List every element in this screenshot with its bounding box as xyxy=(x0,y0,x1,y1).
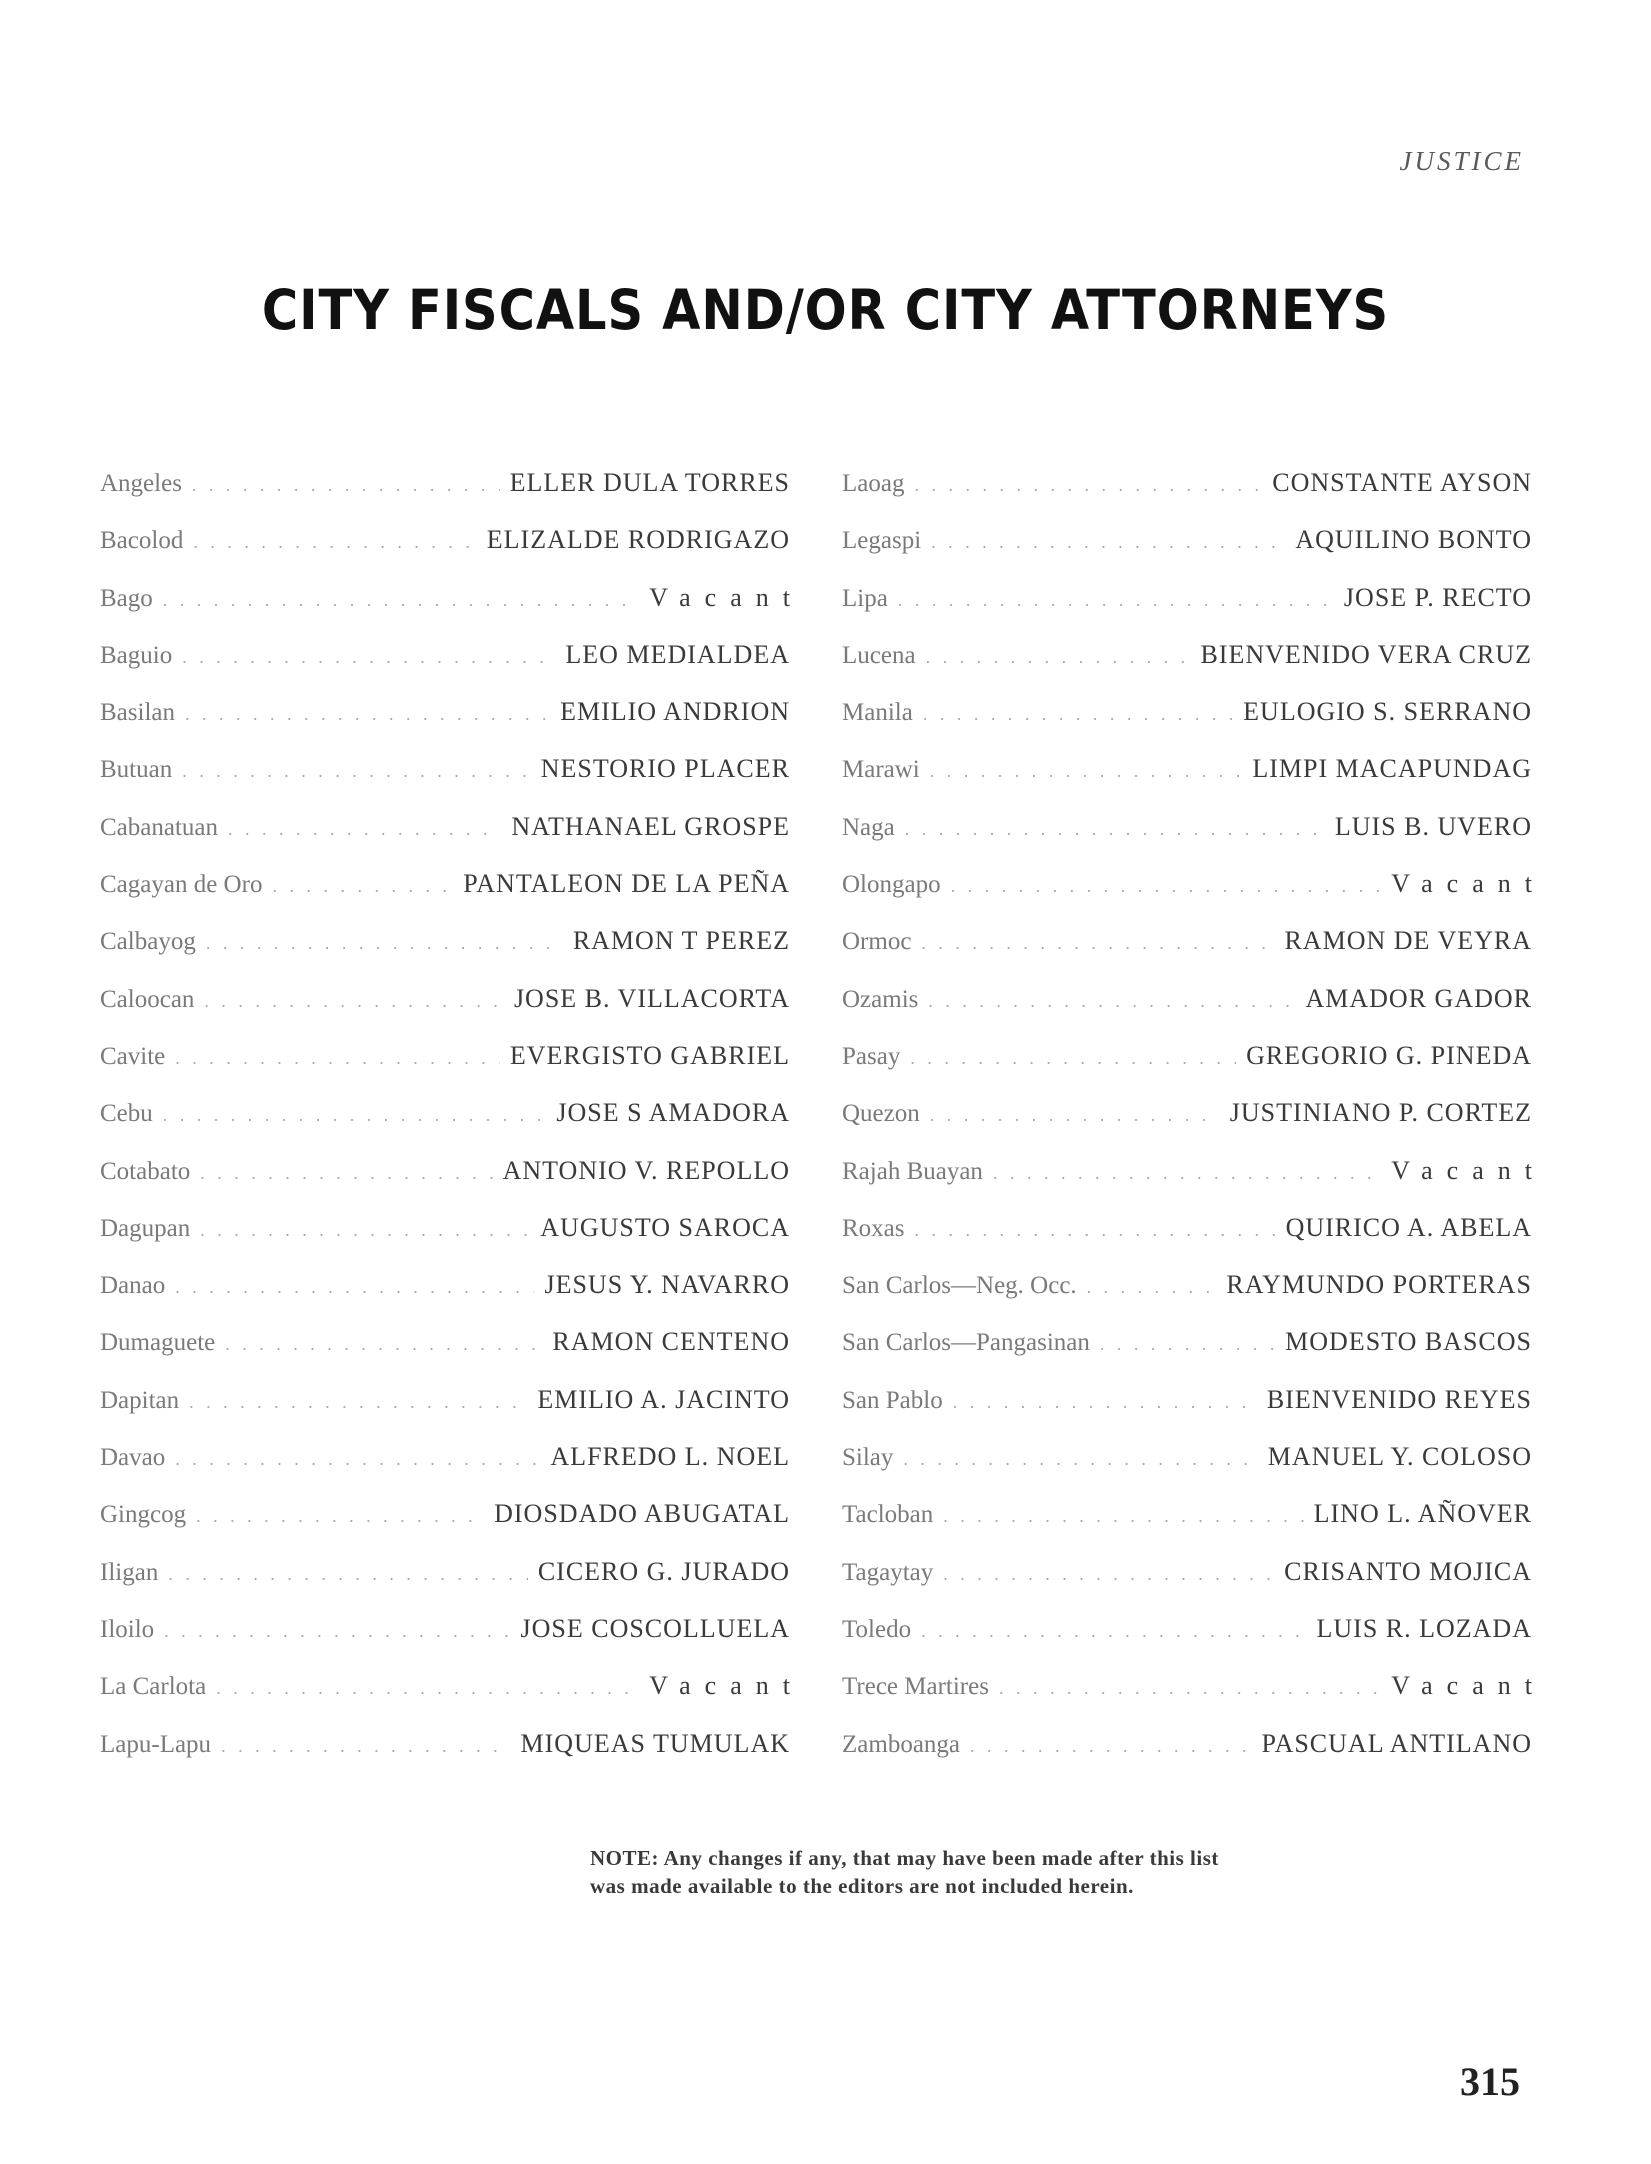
city-name: Tacloban xyxy=(842,1501,934,1529)
directory-row xyxy=(100,1325,790,1382)
directory-row xyxy=(842,1211,1532,1268)
official-name: CONSTANTE AYSON xyxy=(1272,468,1532,497)
city-name: Calbayog xyxy=(100,928,196,956)
directory-column-right xyxy=(842,466,1546,1784)
dot-leader xyxy=(928,984,1295,1018)
official-name: EMILIO ANDRION xyxy=(560,697,790,727)
city-name: Legaspi xyxy=(842,527,922,555)
directory-row xyxy=(100,1440,790,1497)
city-name: Zamboanga xyxy=(842,1730,961,1758)
city-name: Cebu xyxy=(100,1100,153,1128)
official-name: BIENVENIDO REYES xyxy=(1266,1384,1532,1414)
city-name: Dumaguete xyxy=(100,1329,216,1357)
dot-leader xyxy=(175,1270,534,1304)
directory-row xyxy=(100,924,790,981)
dot-leader xyxy=(163,583,639,617)
dot-leader xyxy=(999,1671,1381,1705)
city-name: Danao xyxy=(100,1272,166,1300)
city-name: Baguio xyxy=(100,641,173,669)
dot-leader xyxy=(921,1614,1306,1648)
city-name: Trece Martires xyxy=(842,1673,989,1701)
dot-leader xyxy=(970,1729,1251,1763)
city-name: Cabanatuan xyxy=(100,813,219,841)
dot-leader xyxy=(943,1499,1303,1533)
dot-leader xyxy=(926,640,1191,674)
official-name: QUIRICO A. ABELA xyxy=(1285,1212,1532,1242)
dot-leader xyxy=(943,1557,1274,1591)
city-name: Dapitan xyxy=(100,1386,180,1414)
city-name: Cagayan de Oro xyxy=(100,871,263,899)
official-name: MANUEL Y. COLOSO xyxy=(1267,1442,1532,1472)
dot-leader xyxy=(163,1098,547,1132)
dot-leader xyxy=(930,1098,1220,1132)
directory-row xyxy=(842,1096,1532,1153)
city-name: Toledo xyxy=(842,1615,912,1643)
city-name: Cotabato xyxy=(100,1157,191,1185)
official-name: MIQUEAS TUMULAK xyxy=(520,1728,790,1758)
directory-row xyxy=(100,867,790,924)
official-name: EMILIO A. JACINTO xyxy=(537,1384,790,1414)
city-name: Pasay xyxy=(842,1042,901,1070)
directory-row xyxy=(100,1211,790,1268)
city-name: Butuan xyxy=(100,756,173,784)
city-name: Laoag xyxy=(842,470,905,497)
directory-row xyxy=(842,982,1532,1039)
official-name: ANTONIO V. REPOLLO xyxy=(502,1155,790,1185)
official-name: AQUILINO BONTO xyxy=(1295,525,1532,555)
directory-row xyxy=(842,1497,1532,1554)
city-name: Olongapo xyxy=(842,871,941,899)
city-name: Iligan xyxy=(100,1558,159,1586)
section-label: JUSTICE xyxy=(1399,146,1524,176)
directory-row xyxy=(100,1039,790,1096)
dot-leader xyxy=(931,525,1285,559)
city-name: Silay xyxy=(842,1444,894,1472)
city-name: Angeles xyxy=(100,470,182,497)
city-name: Tagaytay xyxy=(842,1558,934,1586)
dot-leader xyxy=(228,812,501,846)
directory-row xyxy=(842,1669,1546,1726)
directory-row xyxy=(100,1096,790,1153)
official-name: PANTALEON DE LA PEÑA xyxy=(463,869,790,899)
dot-leader xyxy=(175,1041,500,1075)
directory-row xyxy=(100,523,790,580)
directory-row xyxy=(100,1555,790,1612)
dot-leader xyxy=(903,1442,1257,1476)
official-name: JOSE P. RECTO xyxy=(1343,582,1532,612)
directory-row xyxy=(842,466,1532,523)
dot-leader xyxy=(915,1213,1276,1247)
official-name: EVERGISTO GABRIEL xyxy=(509,1040,790,1070)
dot-leader xyxy=(200,1213,530,1247)
directory-row xyxy=(842,1612,1532,1669)
dot-leader xyxy=(175,1442,540,1476)
city-name: Davao xyxy=(100,1444,166,1472)
city-name: San Carlos—Neg. Occ. xyxy=(842,1272,1077,1300)
official-name: DIOSDADO ABUGATAL xyxy=(494,1499,790,1529)
official-name: Vacant xyxy=(649,1671,804,1701)
dot-leader xyxy=(953,1385,1257,1419)
official-name: JOSE S AMADORA xyxy=(556,1098,790,1128)
city-name: Lucena xyxy=(842,641,916,669)
city-name: Rajah Buayan xyxy=(842,1157,983,1185)
dot-leader xyxy=(182,640,555,674)
official-name: Vacant xyxy=(1391,869,1546,899)
directory-row xyxy=(100,1497,790,1554)
city-name: Iloilo xyxy=(100,1615,155,1643)
dot-leader xyxy=(189,1385,527,1419)
official-name: JOSE B. VILLACORTA xyxy=(513,983,790,1013)
official-name: LUIS B. UVERO xyxy=(1334,811,1532,841)
official-name: CICERO G. JURADO xyxy=(537,1556,790,1586)
directory-row xyxy=(100,638,790,695)
official-name: CRISANTO MOJICA xyxy=(1284,1556,1532,1586)
official-name: JESUS Y. NAVARRO xyxy=(544,1270,790,1300)
city-name: Naga xyxy=(842,813,895,841)
directory-row xyxy=(100,581,804,638)
directory-row xyxy=(842,1325,1532,1382)
dot-leader xyxy=(914,468,1262,502)
official-name: Vacant xyxy=(1391,1155,1546,1185)
city-name: Cavite xyxy=(100,1042,166,1070)
dot-leader xyxy=(216,1671,639,1705)
directory-row xyxy=(842,1383,1532,1440)
directory-row xyxy=(842,638,1532,695)
official-name: Vacant xyxy=(649,582,804,612)
dot-leader xyxy=(930,754,1243,788)
official-name: JUSTINIANO P. CORTEZ xyxy=(1229,1098,1532,1128)
official-name: MODESTO BASCOS xyxy=(1285,1327,1532,1357)
directory-row xyxy=(842,581,1532,638)
directory-row xyxy=(100,1669,804,1726)
official-name: LUIS R. LOZADA xyxy=(1316,1613,1532,1643)
directory-row xyxy=(100,695,790,752)
directory-row xyxy=(842,1555,1532,1612)
city-name: Gingcog xyxy=(100,1501,187,1529)
editorial-note: NOTE: Any changes if any, that may have been made after this list was made available to the editors are not included herein. xyxy=(590,1846,1219,1898)
official-name: RAMON CENTENO xyxy=(552,1327,790,1357)
directory-row xyxy=(842,1440,1532,1497)
dot-leader xyxy=(192,468,500,502)
city-name: Basilan xyxy=(100,699,175,727)
dot-leader xyxy=(225,1327,542,1361)
dot-leader xyxy=(204,984,504,1018)
official-name: ELLER DULA TORRES xyxy=(509,468,790,497)
official-name: RAYMUNDO PORTERAS xyxy=(1226,1270,1532,1300)
directory-row xyxy=(842,1154,1546,1211)
dot-leader xyxy=(196,1499,484,1533)
city-name: Quezon xyxy=(842,1100,920,1128)
directory-row xyxy=(100,1727,790,1784)
directory-row xyxy=(842,752,1532,809)
city-name: Bacolod xyxy=(100,527,184,555)
directory-row xyxy=(842,810,1532,867)
directory-row xyxy=(842,1727,1532,1784)
dot-leader xyxy=(206,926,563,960)
directory-row xyxy=(842,924,1532,981)
official-name: GREGORIO G. PINEDA xyxy=(1246,1040,1532,1070)
page-number: 315 xyxy=(1460,2059,1520,2104)
dot-leader xyxy=(1100,1327,1275,1361)
dot-leader xyxy=(951,869,1382,903)
directory-row xyxy=(842,523,1532,580)
dot-leader xyxy=(185,697,550,731)
dot-leader xyxy=(272,869,453,903)
official-name: RAMON T PEREZ xyxy=(572,926,790,956)
official-name: ALFREDO L. NOEL xyxy=(550,1442,790,1472)
directory-row xyxy=(842,867,1546,924)
city-name: Ozamis xyxy=(842,985,919,1013)
official-name: LINO L. AÑOVER xyxy=(1313,1499,1532,1529)
dot-leader xyxy=(193,525,476,559)
directory-row xyxy=(100,1154,790,1211)
directory-row xyxy=(100,1612,790,1669)
dot-leader xyxy=(1087,1270,1217,1304)
city-name: Roxas xyxy=(842,1214,905,1242)
official-name: JOSE COSCOLLUELA xyxy=(520,1613,790,1643)
directory-row xyxy=(100,1383,790,1440)
dot-leader xyxy=(164,1614,510,1648)
dot-leader xyxy=(905,812,1325,846)
page-title: CITY FISCALS AND/OR CITY ATTORNEYS xyxy=(261,278,1390,342)
directory-row xyxy=(100,810,790,867)
directory-column-left xyxy=(100,466,804,1784)
dot-leader xyxy=(910,1041,1236,1075)
city-name: Dagupan xyxy=(100,1214,191,1242)
city-name: Caloocan xyxy=(100,985,195,1013)
official-name: LIMPI MACAPUNDAG xyxy=(1252,754,1532,784)
official-name: AUGUSTO SAROCA xyxy=(540,1212,790,1242)
city-name: Lapu-Lapu xyxy=(100,1730,212,1758)
official-name: LEO MEDIALDEA xyxy=(565,639,790,669)
dot-leader xyxy=(923,697,1233,731)
city-name: Marawi xyxy=(842,756,920,784)
directory-row xyxy=(100,466,790,523)
dot-leader xyxy=(200,1156,492,1190)
city-name: Ormoc xyxy=(842,928,912,956)
city-name: San Pablo xyxy=(842,1386,943,1414)
official-name: BIENVENIDO VERA CRUZ xyxy=(1200,639,1532,669)
directory-row xyxy=(100,982,790,1039)
directory-row xyxy=(100,1268,790,1325)
official-name: Vacant xyxy=(1391,1671,1546,1701)
official-name: NATHANAEL GROSPE xyxy=(511,811,790,841)
dot-leader xyxy=(993,1156,1381,1190)
directory-row xyxy=(842,1268,1532,1325)
dot-leader xyxy=(921,926,1274,960)
official-name: NESTORIO PLACER xyxy=(540,754,790,784)
directory-row xyxy=(100,752,790,809)
dot-leader xyxy=(898,583,1334,617)
dot-leader xyxy=(168,1557,527,1591)
city-name: Manila xyxy=(842,699,913,727)
city-name: Lipa xyxy=(842,584,888,612)
official-name: ELIZALDE RODRIGAZO xyxy=(486,525,790,555)
city-name: Bago xyxy=(100,584,153,612)
directory-row xyxy=(842,1039,1532,1096)
directory-row xyxy=(842,695,1532,752)
official-name: RAMON DE VEYRA xyxy=(1284,926,1532,956)
city-name: San Carlos—Pangasinan xyxy=(842,1329,1090,1357)
official-name: AMADOR GADOR xyxy=(1305,983,1532,1013)
dot-leader xyxy=(221,1729,510,1763)
dot-leader xyxy=(182,754,531,788)
official-name: PASCUAL ANTILANO xyxy=(1261,1728,1532,1758)
city-name: La Carlota xyxy=(100,1673,207,1701)
official-name: EULOGIO S. SERRANO xyxy=(1243,697,1532,727)
